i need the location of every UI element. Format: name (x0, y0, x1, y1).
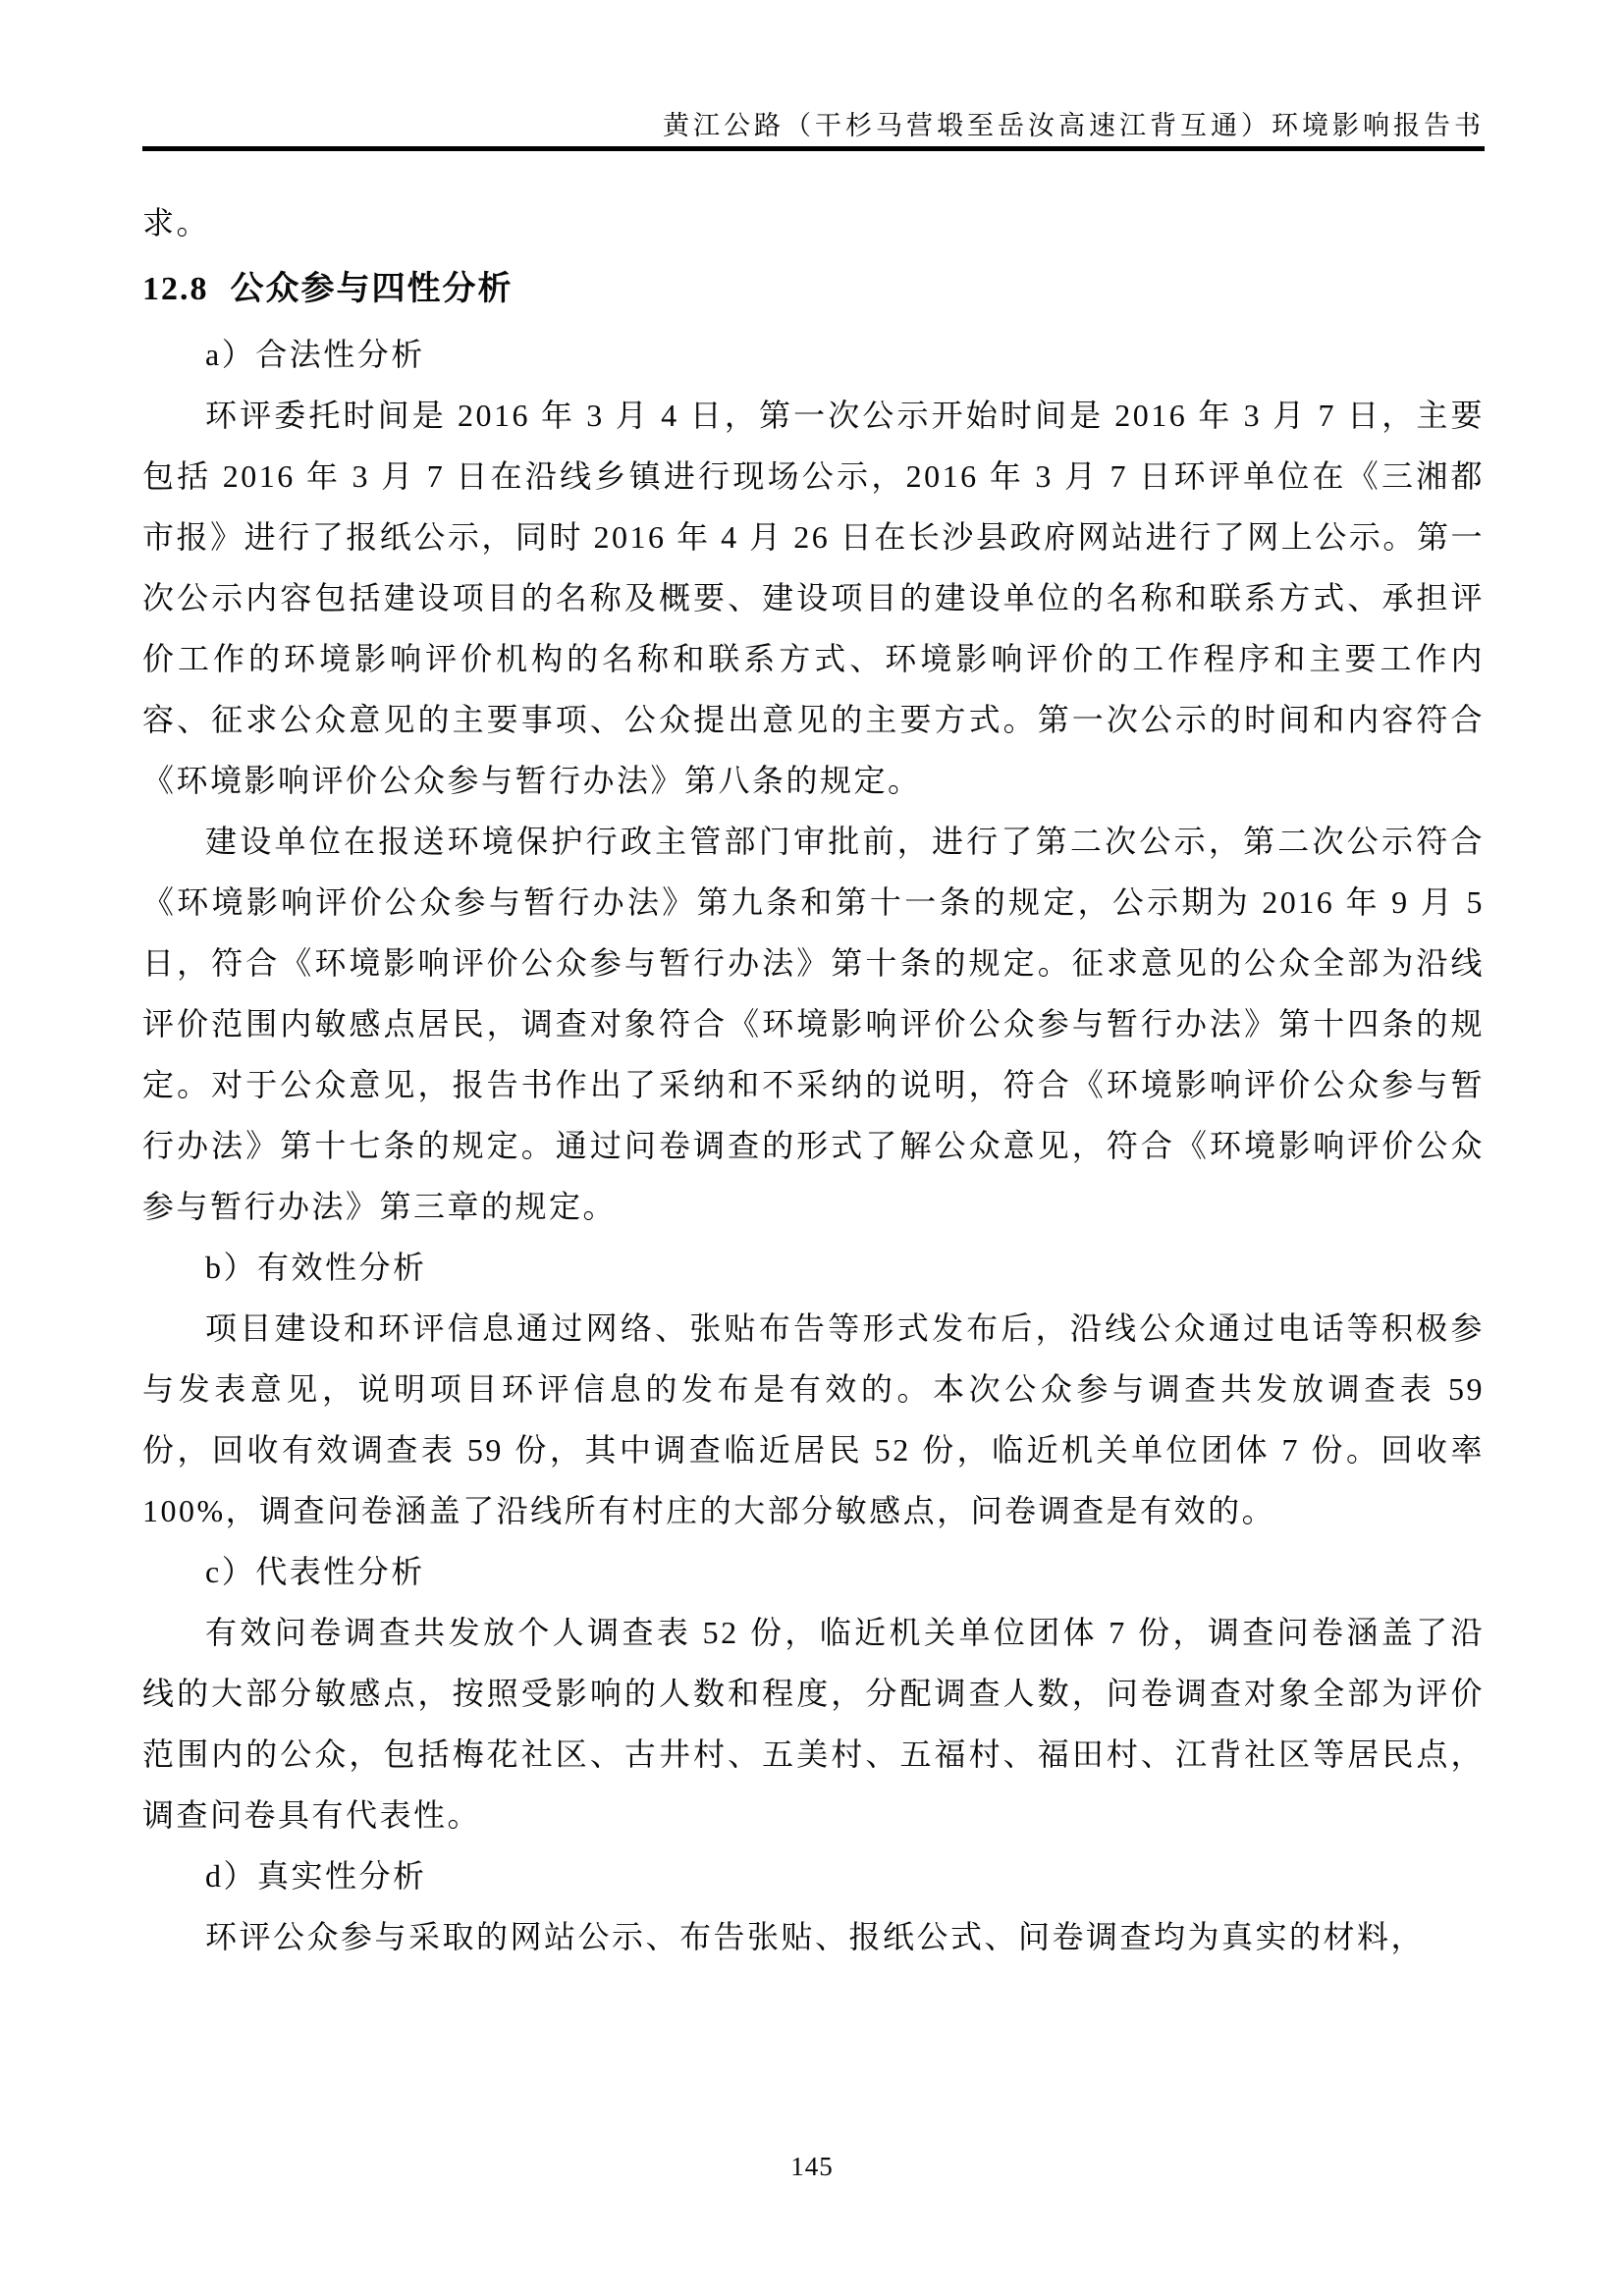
document-body (142, 192, 1485, 1967)
page-header (142, 104, 1485, 142)
subsection-label-c: c）代表性分析 (205, 1554, 425, 1589)
paragraph-authenticity: 环评公众参与采取的网站公示、布告张贴、报纸公式、问卷调查均为真实的材料， (205, 1919, 1426, 1954)
paragraph-legality-1: 环评委托时间是 2016 年 3 月 4 日，第一次公示开始时间是 2016 年 3 月 7 日，主要包括 2016 年 3 月 7 日在沿线乡镇进行现场公示，2016 年 3 月 7 日环评单位在《三湘都市报》进行了报纸公示，同时 2016 年 4 月 26 日在长沙县政府网站进行了网上公示。第一次公示内容包括建设项目的名称及概要、建设项目的建设单位的名称和联系方式、承担评价工作的环境影响评价机构的名称和联系方式、环境影响评价的工作程序和主要工作内容、征求公众意见的主要事项、公众提出意见的主要方式。第一次公示的时间和内容符合《环境影响评价公众参与暂行办法》第八条的规定。 (142, 398, 1485, 798)
header-rule (142, 146, 1485, 151)
subsection-label-a: a）合法性分析 (205, 337, 425, 372)
page-footer (0, 2152, 1624, 2182)
paragraph-continuation: 求。 (142, 205, 211, 240)
paragraph-legality-2: 建设单位在报送环境保护行政主管部门审批前，进行了第二次公示，第二次公示符合《环境影响评价公众参与暂行办法》第九条和第十一条的规定，公示期为 2016 年 9 月 5 日，符合《环境影响评价公众参与暂行办法》第十条的规定。征求意见的公众全部为沿线评价范围内敏感点居民，调查对象符合《环境影响评价公众参与暂行办法》第十四条的规定。对于公众意见，报告书作出了采纳和不采纳的说明，符合《环境影响评价公众参与暂行办法》第十七条的规定。通过问卷调查的形式了解公众意见，符合《环境影响评价公众参与暂行办法》第三章的规定。 (142, 824, 1485, 1224)
section-heading (142, 259, 1485, 320)
section-title: 公众参与四性分析 (230, 271, 514, 307)
subsection-label-d: d）真实性分析 (205, 1858, 427, 1894)
section-number: 12.8 (142, 271, 209, 307)
paragraph-effectiveness: 项目建设和环评信息通过网络、张贴布告等形式发布后，沿线公众通过电话等积极参与发表意见，说明项目环评信息的发布是有效的。本次公众参与调查共发放调查表 59 份，回收有效调查表 59 份，其中调查临近居民 52 份，临近机关单位团体 7 份。回收率 100%，调查问卷涵盖了沿线所有村庄的大部分敏感点，问卷调查是有效的。 (142, 1310, 1485, 1528)
paragraph-representativeness: 有效问卷调查共发放个人调查表 52 份，临近机关单位团体 7 份，调查问卷涵盖了沿线的大部分敏感点，按照受影响的人数和程度，分配调查人数，问卷调查对象全部为评价范围内的公众，包括梅花社区、古井村、五美村、五福村、福田村、江背社区等居民点，调查问卷具有代表性。 (142, 1615, 1485, 1833)
subsection-label-b: b）有效性分析 (205, 1250, 427, 1285)
header-title: 黄江公路（干杉马营塅至岳汝高速江背互通）环境影响报告书 (663, 111, 1485, 140)
page-number: 145 (790, 2152, 834, 2181)
